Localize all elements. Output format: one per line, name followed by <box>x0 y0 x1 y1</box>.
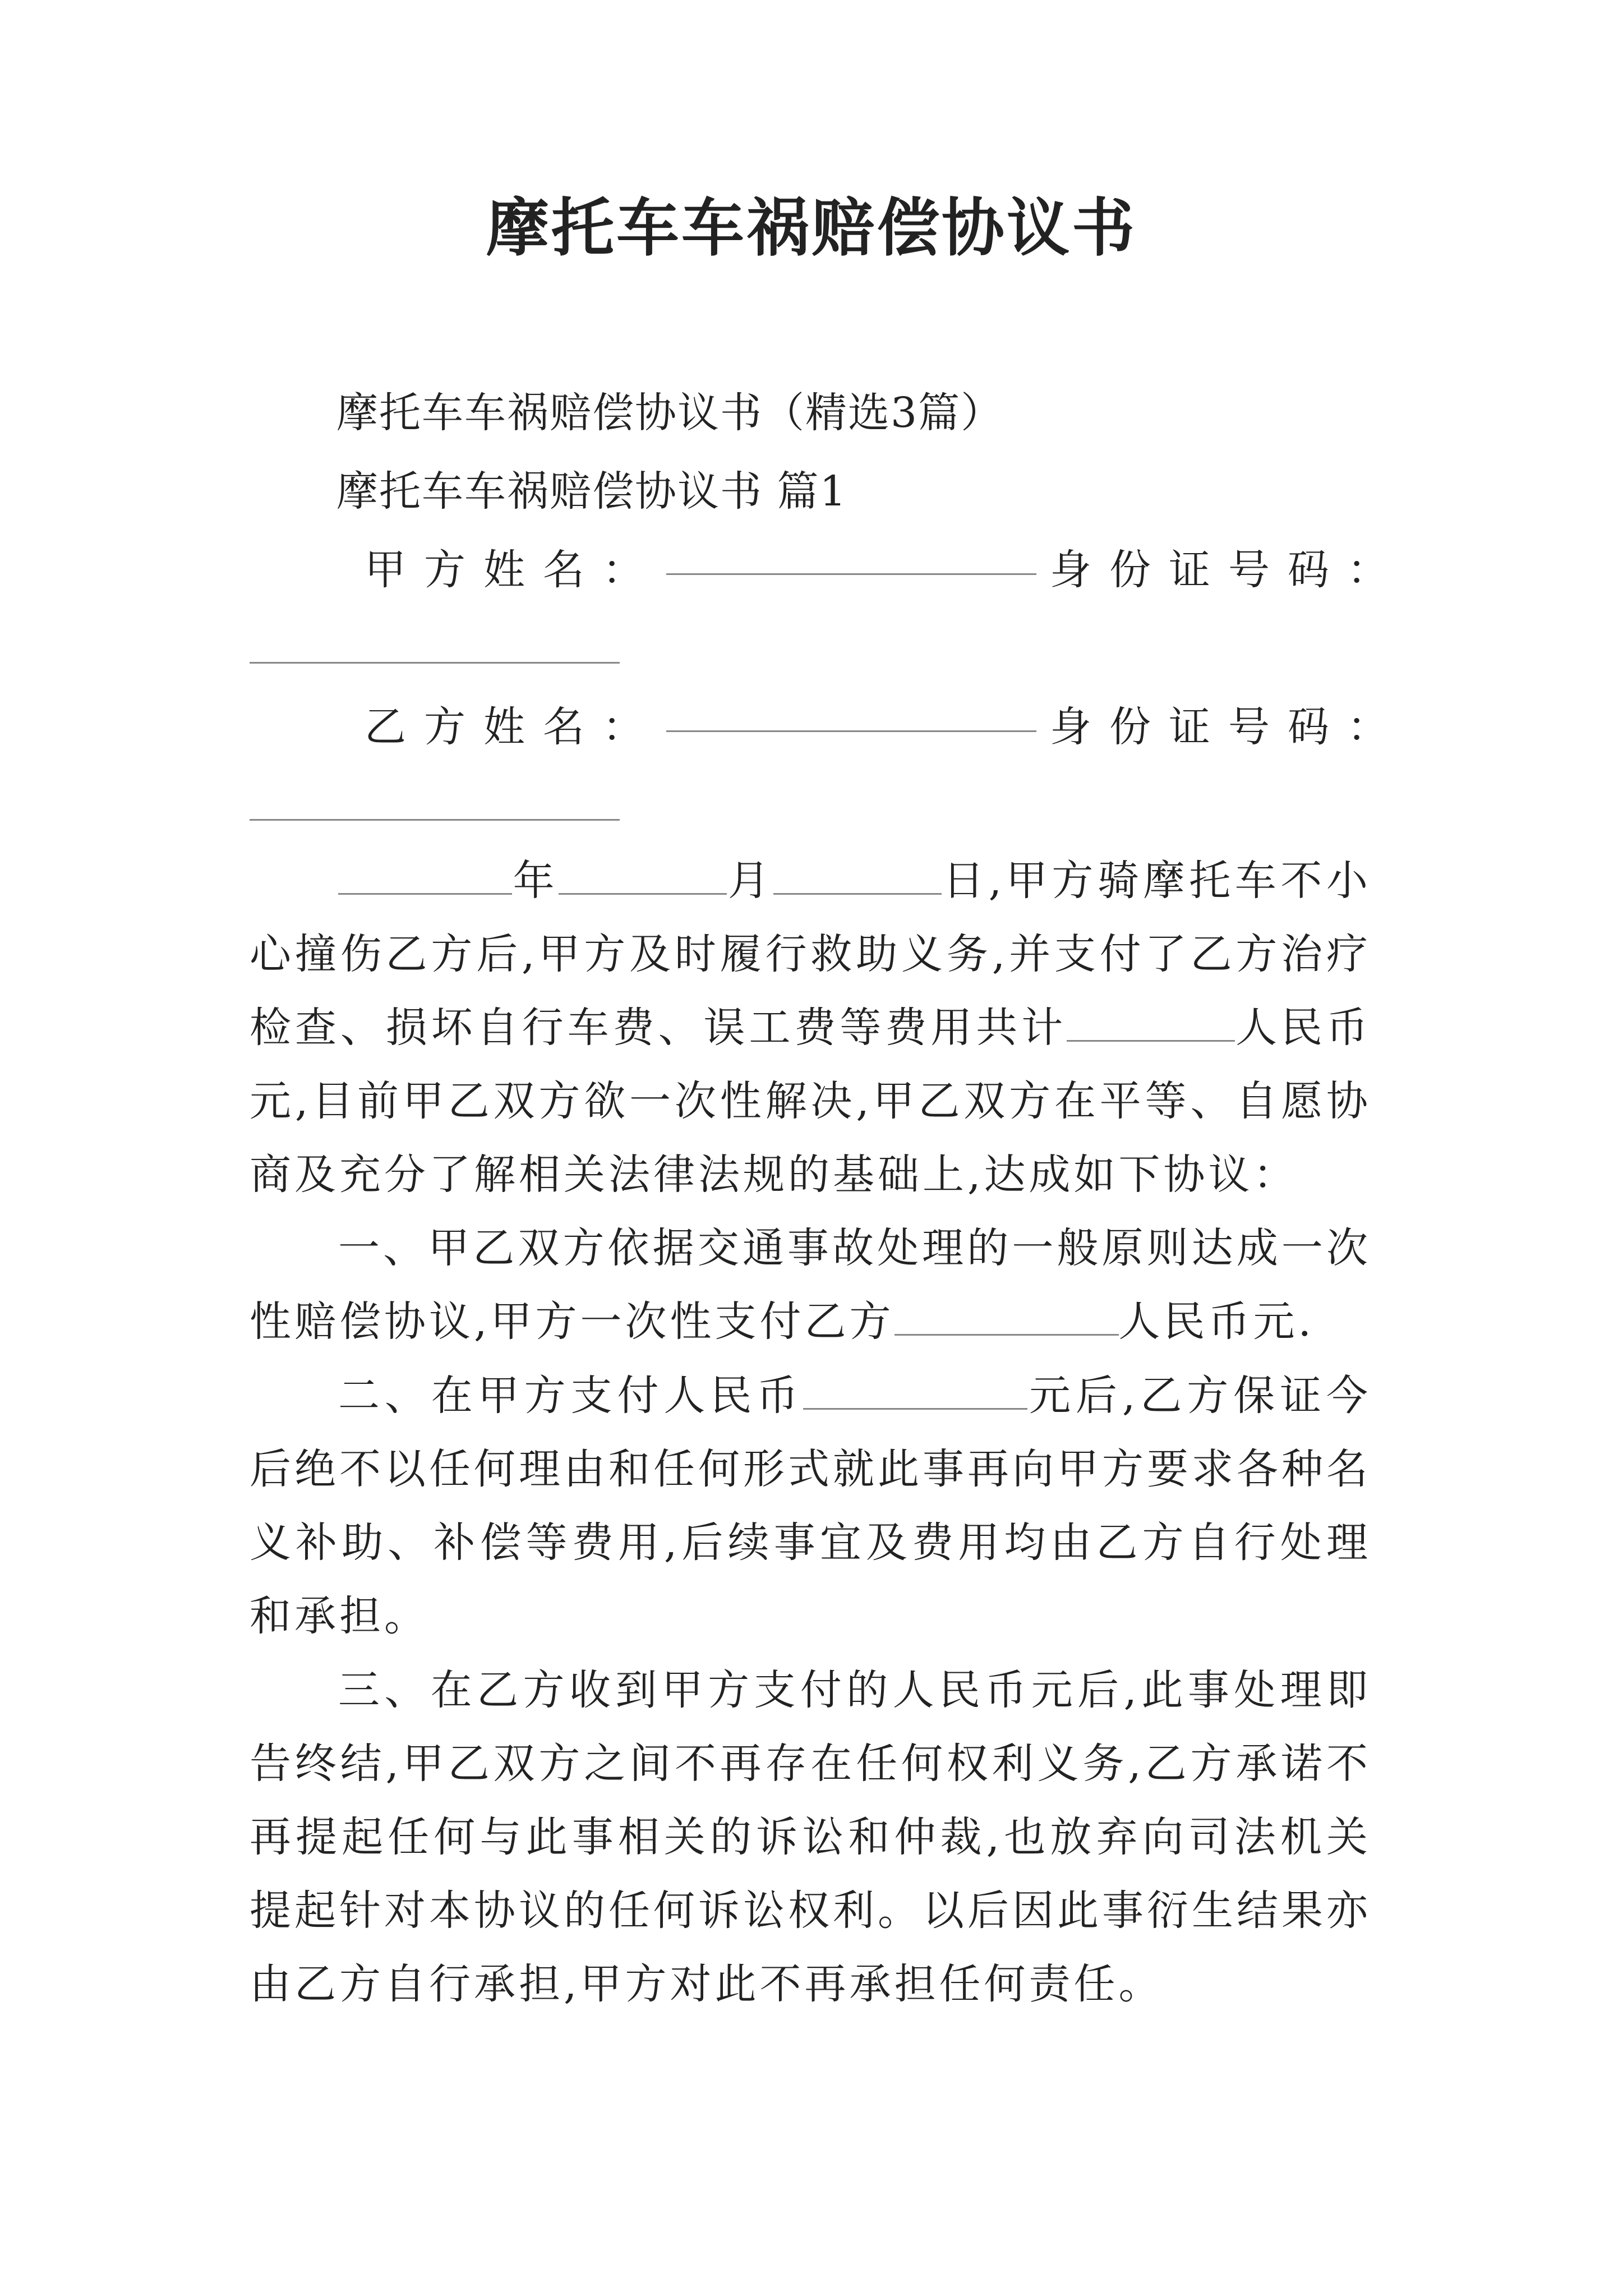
year-label: 年 <box>512 857 559 905</box>
document-title: 摩托车车祸赔偿协议书 <box>486 191 1137 265</box>
party-a-name-blank <box>666 571 1036 575</box>
year-blank <box>338 859 512 895</box>
document-subtitle: 摩托车车祸赔偿协议书（精选3篇） <box>336 389 1004 437</box>
clause-1-text: 一、甲乙双方依据交通事故处理的一般原则达成一次性赔偿协议,甲方一次性支付乙方 <box>250 1224 1371 1346</box>
clause-2 <box>250 1359 1371 1653</box>
month-label: 月 <box>727 857 774 905</box>
party-a-id-label: 身份证号码： <box>1050 546 1407 594</box>
clause-2-text: 二、在甲方支付人民币 <box>338 1372 804 1420</box>
party-b-name-blank <box>666 728 1036 732</box>
clause-1 <box>250 1212 1371 1359</box>
clause-2-text-end: 元后,乙方保证今后绝不以任何理由和任何形式就此事再向甲方要求各种名义补助、补偿等费用,后续事宜及费用均由乙方自行处理和承担。 <box>250 1372 1371 1640</box>
party-b-id-label: 身份证号码： <box>1050 703 1407 751</box>
party-b-id-blank <box>250 819 620 821</box>
compensation-amount-blank <box>895 1300 1119 1336</box>
clause-1-text-end: 人民币元. <box>1118 1297 1315 1346</box>
section-heading: 摩托车车祸赔偿协议书 篇1 <box>336 467 847 516</box>
party-a-name-label: 甲方姓名： <box>365 546 662 594</box>
party-b-row <box>365 699 1407 755</box>
intro-paragraph <box>250 844 1371 1212</box>
intro-text: 日,甲方骑摩托车不小心撞伤乙方后,甲方及时履行救助义务,并支付了乙方治疗检查、损坏自行车费、误工费等费用共计 <box>250 857 1372 1052</box>
payment-amount-blank <box>803 1374 1027 1410</box>
clause-3: 三、在乙方收到甲方支付的人民币元后,此事处理即告终结,甲乙双方之间不再存在任何权利义务,乙方承诺不再提起任何与此事相关的诉讼和仲裁,也放弃向司法机关提起针对本协议的任何诉讼权利。以后因此事衍生结果亦由乙方自行承担,甲方对此不再承担任何责任。 <box>250 1666 1371 2008</box>
party-a-row <box>365 542 1407 598</box>
intro-text-continued: 人民币元,目前甲乙双方欲一次性解决,甲乙双方在平等、自愿协商及充分了解相关法律法规的基础上,达成如下协议： <box>250 1004 1371 1199</box>
month-blank <box>559 859 727 895</box>
expense-amount-blank <box>1067 1006 1235 1042</box>
day-blank <box>773 859 942 895</box>
party-a-id-blank <box>250 662 620 664</box>
party-b-name-label: 乙方姓名： <box>365 703 662 751</box>
